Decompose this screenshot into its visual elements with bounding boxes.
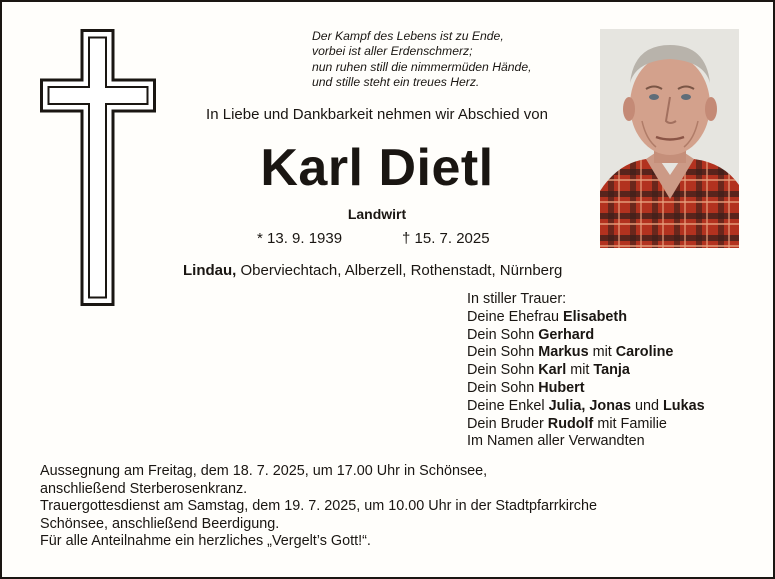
poem-line: und stille steht ein treues Herz. (312, 75, 480, 90)
cross-icon (40, 29, 156, 306)
place-primary: Lindau, (183, 262, 237, 279)
service-details (40, 463, 597, 551)
deceased-name: Karl Dietl (260, 139, 494, 197)
poem-line: vorbei ist aller Erdenschmerz; (312, 44, 473, 59)
service-line: Trauergottesdienst am Samstag, dem 19. 7. 2025, um 10.00 Uhr in der Stadtpfarrkirche (40, 498, 597, 515)
mourner-row (467, 344, 705, 362)
places-other: Oberviechtach, Alberzell, Rothenstadt, Nürnberg (236, 262, 563, 279)
mourner-name: Rudolf (547, 415, 594, 432)
connector: mit (588, 344, 616, 361)
relation: Dein Bruder (467, 415, 548, 432)
mourner-row (467, 362, 705, 380)
mourner-partner-name: Lukas (663, 397, 705, 414)
poem-line: Der Kampf des Lebens ist zu Ende, (312, 29, 504, 43)
mourner-name: Hubert (538, 379, 585, 396)
connector: mit (566, 362, 594, 379)
mourner-row (467, 380, 705, 398)
mourner-name: Karl (538, 362, 567, 379)
mourner-partner-name: Tanja (593, 362, 630, 379)
poem (312, 29, 592, 91)
mourners-heading: In stiller Trauer: (467, 291, 567, 307)
death-date: † 15. 7. 2025 (402, 230, 490, 247)
relation: Dein Sohn (467, 326, 539, 343)
mourner-name: Gerhard (538, 326, 595, 343)
mourners-closing: Im Namen aller Verwandten (467, 433, 645, 450)
poem-line: nun ruhen still die nimmermüden Hände, (312, 59, 532, 74)
mourner-name: Markus (538, 344, 589, 361)
service-line: Aussegnung am Freitag, dem 18. 7. 2025, um 17.00 Uhr in Schönsee, (40, 463, 488, 479)
mourner-partner-name: Caroline (615, 344, 674, 361)
relation: Dein Sohn (467, 362, 539, 379)
mourner-row (467, 327, 705, 345)
service-line: anschließend Sterberosenkranz. (40, 480, 248, 497)
farewell-intro: In Liebe und Dankbarkeit nehmen wir Abschied von (206, 106, 548, 123)
relation-suffix: mit Familie (593, 415, 667, 432)
mourner-name: Elisabeth (563, 308, 627, 325)
birth-date: * 13. 9. 1939 (257, 230, 343, 247)
relation: Dein Sohn (467, 379, 539, 396)
mourners-list (467, 291, 705, 451)
relation: Deine Ehefrau (467, 308, 563, 325)
mourner-row (467, 416, 705, 434)
relation: Dein Sohn (467, 344, 539, 361)
places-of-residence (183, 262, 562, 279)
mourner-row (467, 398, 705, 416)
mourner-row (467, 309, 705, 327)
occupation: Landwirt (347, 206, 407, 222)
mourner-name: Julia, Jonas (548, 397, 631, 414)
portrait-photo (600, 29, 739, 248)
connector: und (631, 397, 664, 414)
service-line: Für alle Anteilnahme ein herzliches „Vergelt’s Gott!“. (40, 533, 371, 550)
service-line: Schönsee, anschließend Beerdigung. (40, 515, 280, 532)
relation: Deine Enkel (467, 397, 549, 414)
